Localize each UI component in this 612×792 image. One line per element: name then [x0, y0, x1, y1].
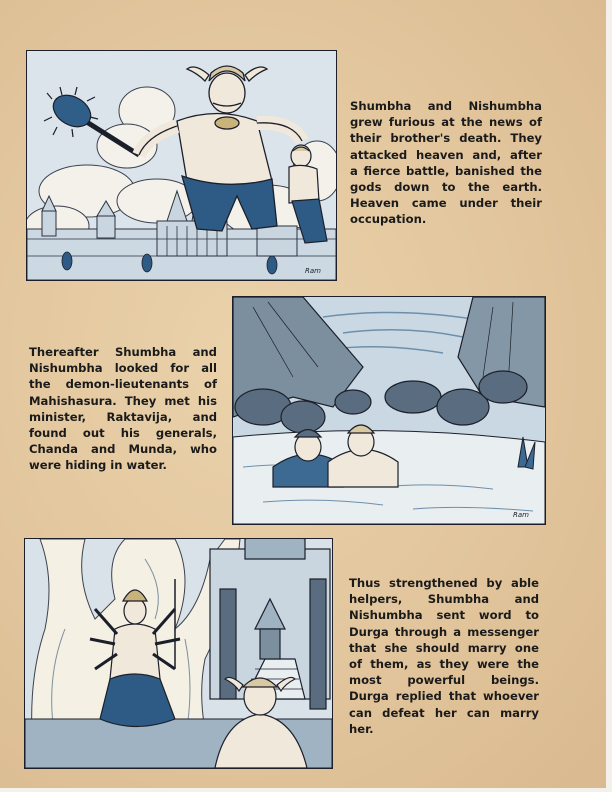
caption-line: their brother's death. They — [350, 131, 542, 146]
caption-line: Heaven came under their — [350, 196, 542, 211]
caption-line: Chanda and Munda, who — [29, 442, 217, 457]
caption-line: Mahishasura. They met his — [29, 393, 217, 408]
panel-3-caption — [349, 575, 539, 737]
caption-line: Nishumbha sent word to — [349, 608, 539, 623]
caption-line: occupation. — [350, 212, 427, 227]
caption-line: Shumbha and Nishumbha — [350, 99, 542, 113]
caption-line: Durga replied that whoever — [349, 689, 539, 704]
page-edge — [606, 0, 612, 792]
caption-line: helpers, Shumbha and — [349, 592, 539, 607]
caption-line: grew furious at the news of — [350, 115, 542, 130]
caption-line: Thus strengthened by able — [349, 576, 539, 590]
caption-line: can defeat her can marry — [349, 705, 539, 720]
caption-line: most powerful beings. — [349, 673, 539, 688]
generals-in-water-illustration — [233, 297, 545, 524]
caption-line: Durga through a messenger — [349, 624, 539, 639]
artist-signature: Ram — [305, 267, 321, 275]
panel-3-illustration — [24, 538, 333, 769]
panel-1-illustration — [26, 50, 337, 281]
panel-1-caption — [350, 98, 542, 228]
demons-attack-heaven-illustration — [27, 51, 336, 280]
caption-line: her. — [349, 721, 374, 736]
caption-line: that she should marry one — [349, 640, 539, 655]
panel-2-caption — [29, 344, 217, 474]
caption-line: found out his generals, — [29, 426, 217, 441]
caption-line: attacked heaven and, after — [350, 147, 542, 162]
caption-line: the demon-lieutenants of — [29, 377, 217, 392]
caption-line: Thereafter Shumbha and — [29, 345, 217, 359]
caption-line: of them, as they were the — [349, 657, 539, 672]
page-edge — [0, 788, 612, 792]
panel-2-illustration — [232, 296, 546, 525]
artist-signature: Ram — [513, 511, 529, 519]
caption-line: gods down to the earth. — [350, 180, 542, 195]
caption-line: a fierce battle, banished the — [350, 163, 542, 178]
caption-line: Nishumbha looked for all — [29, 361, 217, 376]
caption-line: were hiding in water. — [29, 458, 167, 473]
caption-line: minister, Raktavija, and — [29, 409, 217, 424]
durga-and-messenger-illustration — [25, 539, 332, 768]
